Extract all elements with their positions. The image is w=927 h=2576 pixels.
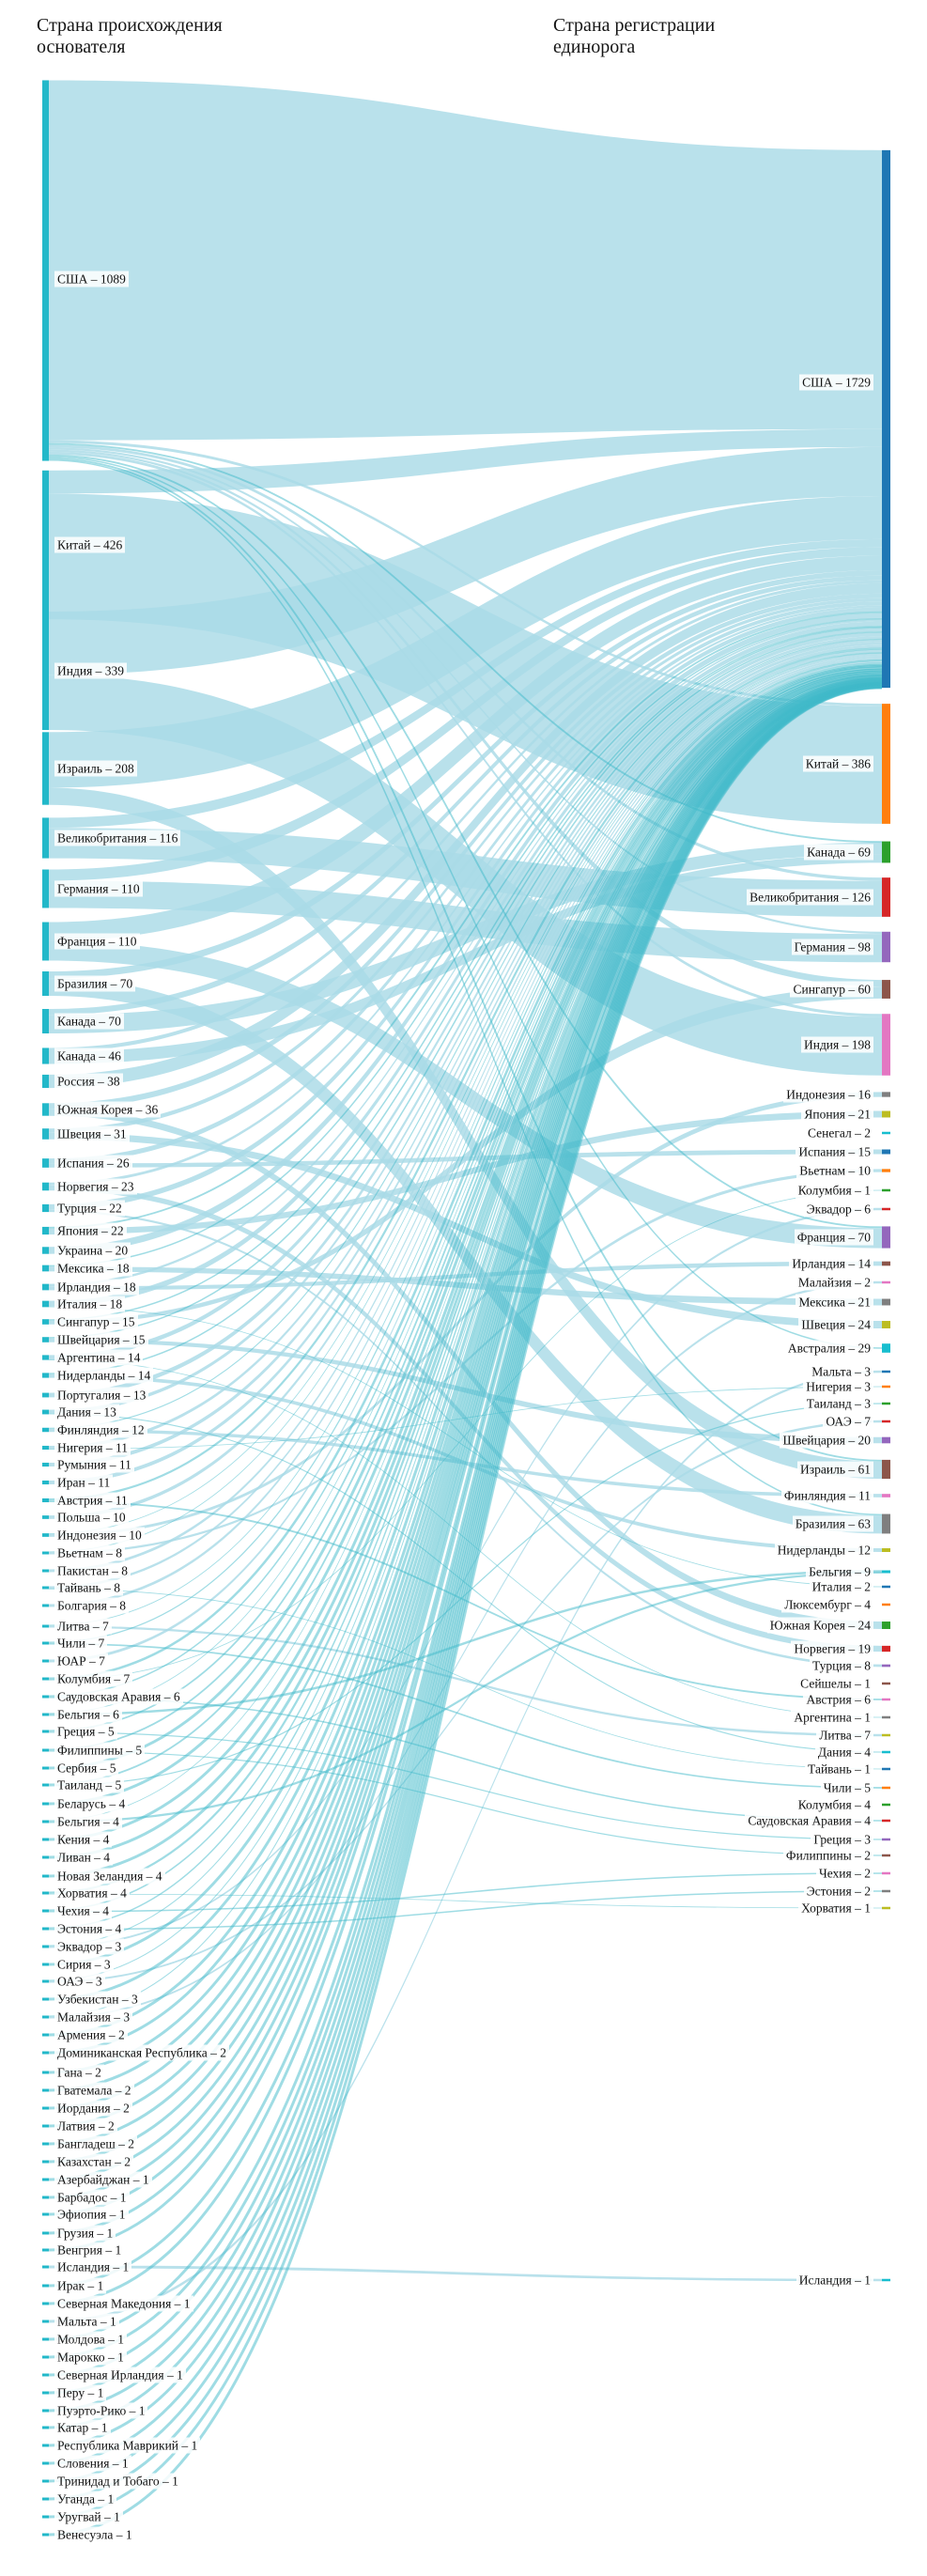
left-node-label: Саудовская Аравия – 6 — [54, 1689, 183, 1705]
left-node-bar — [42, 2427, 49, 2429]
right-node-label: Нигерия – 3 — [803, 1379, 873, 1395]
left-node-label: Испания – 26 — [54, 1156, 132, 1172]
left-node-label: Латвия – 2 — [54, 2118, 117, 2134]
right-node-bar — [882, 1343, 890, 1353]
right-node-bar — [882, 1321, 890, 1328]
sankey-flow-line — [49, 1751, 882, 1855]
left-node-label: Новая Зеландия – 4 — [54, 1869, 165, 1885]
left-node-bar — [42, 2303, 49, 2305]
left-node-bar — [42, 1587, 49, 1590]
left-node-label: Сербия – 5 — [54, 1761, 118, 1777]
right-node-bar — [882, 1189, 890, 1192]
left-node-bar — [42, 1284, 49, 1291]
left-node-bar — [42, 2534, 49, 2537]
right-node-label: Чехия – 2 — [816, 1866, 873, 1882]
right-node-label: Люксембург – 4 — [781, 1597, 873, 1613]
left-node-bar — [42, 1247, 49, 1253]
left-node-label: Украина – 20 — [54, 1243, 131, 1259]
left-node-bar — [42, 2444, 49, 2447]
right-node-label: Ирландия – 14 — [789, 1256, 873, 1272]
right-node-label: Индия – 198 — [801, 1037, 873, 1053]
right-node-bar — [882, 1820, 890, 1823]
right-node-bar — [882, 1907, 890, 1910]
left-node-label: Канада – 46 — [54, 1048, 124, 1064]
right-node-label: Южная Корея – 24 — [767, 1618, 873, 1634]
left-node-bar — [42, 1158, 49, 1168]
left-node-label: Казахстан – 2 — [54, 2154, 133, 2170]
right-node-bar — [882, 1262, 890, 1266]
left-node-bar — [42, 2462, 49, 2465]
left-node-bar — [42, 1337, 49, 1342]
left-node-label: Вьетнам – 8 — [54, 1545, 125, 1561]
left-node-label: Израиль – 208 — [54, 761, 137, 777]
left-node-label: Доминиканская Республика – 2 — [54, 2045, 229, 2061]
left-node-bar — [42, 1047, 49, 1063]
left-node-label: Эквадор – 3 — [54, 1939, 124, 1955]
left-node-bar — [42, 2285, 49, 2288]
left-node-bar — [42, 1128, 49, 1140]
right-node-label: Мальта – 3 — [809, 1364, 873, 1380]
left-node-label: Румыния – 11 — [54, 1457, 134, 1473]
left-node-bar — [42, 1533, 49, 1537]
left-node-bar — [42, 1552, 49, 1555]
left-node-bar — [42, 817, 49, 858]
right-node-bar — [882, 1437, 890, 1444]
left-node-bar — [42, 2016, 49, 2019]
right-node-label: Германия – 98 — [792, 939, 873, 955]
left-node-bar — [42, 1515, 49, 1519]
left-node-label: Беларусь – 4 — [54, 1796, 128, 1812]
left-node-bar — [42, 1355, 49, 1359]
left-node-label: Барбадос – 1 — [54, 2190, 130, 2206]
left-node-label: Мексика – 18 — [54, 1261, 132, 1277]
right-node-bar — [882, 1665, 890, 1668]
left-node-label: Тринидад и Тобаго – 1 — [54, 2474, 181, 2490]
left-node-bar — [42, 1605, 49, 1607]
right-node-label: Великобритания – 126 — [747, 890, 873, 906]
left-node-bar — [42, 1410, 49, 1415]
left-node-label: Гватемала – 2 — [54, 2083, 134, 2099]
left-node-bar — [42, 1183, 49, 1191]
left-node-label: Франция – 110 — [54, 934, 140, 950]
right-node-bar — [882, 1586, 890, 1589]
left-node-bar — [42, 1998, 49, 2001]
left-node-label: Литва – 7 — [54, 1619, 112, 1635]
right-node-bar — [882, 1111, 890, 1118]
left-node-label: Гана – 2 — [54, 2065, 104, 2081]
left-node-bar — [42, 2196, 49, 2199]
right-node-bar — [882, 1622, 890, 1629]
left-node-bar — [42, 1265, 49, 1272]
left-node-bar — [42, 2249, 49, 2252]
right-node-bar — [882, 932, 890, 962]
right-node-label: Колумбия – 4 — [796, 1797, 873, 1813]
left-node-label: Швейцария – 15 — [54, 1332, 148, 1348]
right-node-bar — [882, 1683, 890, 1685]
left-node-bar — [42, 1319, 49, 1325]
left-node-label: Ливан – 4 — [54, 1850, 113, 1866]
right-node-label: ОАЭ – 7 — [823, 1414, 873, 1430]
left-node-label: Малайзия – 3 — [54, 2010, 132, 2025]
left-node-label: Чехия – 4 — [54, 1903, 112, 1919]
right-node-label: Греция – 3 — [811, 1832, 873, 1848]
right-node-bar — [882, 842, 890, 863]
right-node-label: Турция – 8 — [810, 1658, 873, 1674]
right-node-label: Финляндия – 11 — [781, 1488, 873, 1504]
left-node-label: ОАЭ – 3 — [54, 1974, 105, 1990]
right-node-bar — [882, 1494, 890, 1497]
left-node-bar — [42, 2516, 49, 2519]
left-node-bar — [42, 971, 49, 996]
left-node-label: Германия – 110 — [54, 881, 143, 897]
sankey-flow-line — [49, 1732, 882, 1839]
left-node-label: Исландия – 1 — [54, 2259, 131, 2275]
left-node-label: Бангладеш – 2 — [54, 2136, 137, 2152]
left-node-label: Нигерия – 11 — [54, 1440, 131, 1456]
left-node-bar — [42, 2143, 49, 2146]
left-node-bar — [42, 1821, 49, 1823]
right-node-label: Австрия – 6 — [803, 1692, 873, 1708]
left-node-bar — [42, 1767, 49, 1770]
left-node-label: Перу – 1 — [54, 2385, 106, 2401]
left-node-bar — [42, 471, 49, 619]
left-node-bar — [42, 1803, 49, 1806]
right-node-label: Эквадор – 6 — [804, 1202, 873, 1218]
left-node-bar — [42, 1714, 49, 1716]
left-node-bar — [42, 1428, 49, 1432]
left-node-bar — [42, 1946, 49, 1948]
left-node-label: Пуэрто-Рико – 1 — [54, 2403, 147, 2419]
right-node-bar — [882, 1768, 890, 1771]
left-node-label: Норвегия – 23 — [54, 1179, 137, 1195]
left-node-label: Австрия – 11 — [54, 1493, 131, 1509]
right-node-label: Саудовская Аравия – 4 — [745, 1813, 873, 1829]
left-node-bar — [42, 2266, 49, 2269]
left-node-bar — [42, 2034, 49, 2037]
left-node-label: Сингапур – 15 — [54, 1314, 138, 1330]
right-node-bar — [882, 1787, 890, 1790]
right-node-bar — [882, 2279, 890, 2282]
right-node-label: Франция – 70 — [795, 1230, 873, 1246]
left-node-label: Дания – 13 — [54, 1404, 119, 1420]
right-node-label: Хорватия – 1 — [798, 1901, 873, 1916]
right-node-bar — [882, 1604, 890, 1606]
left-node-label: Болгария – 8 — [54, 1598, 129, 1614]
right-node-bar — [882, 1854, 890, 1857]
left-node-bar — [42, 1660, 49, 1663]
left-node-bar — [42, 1980, 49, 1983]
right-node-label: Чили – 5 — [821, 1780, 873, 1796]
right-node-label: Бельгия – 9 — [806, 1564, 873, 1580]
left-node-bar — [42, 2498, 49, 2501]
right-node-bar — [882, 1403, 890, 1405]
left-node-bar — [42, 2089, 49, 2092]
sankey-flow — [49, 80, 882, 440]
left-node-label: Италия – 18 — [54, 1296, 125, 1312]
right-node-bar — [882, 1890, 890, 1893]
left-node-label: Иран – 11 — [54, 1475, 113, 1491]
right-node-label: Эстония – 2 — [804, 1884, 873, 1900]
left-node-bar — [42, 1009, 49, 1033]
left-node-bar — [42, 1446, 49, 1450]
left-node-label: Эстония – 4 — [54, 1921, 124, 1937]
left-node-bar — [42, 1301, 49, 1308]
left-node-bar — [42, 2179, 49, 2181]
left-node-label: Россия – 38 — [54, 1074, 123, 1090]
right-node-bar — [882, 1571, 890, 1574]
right-node-label: Колумбия – 1 — [796, 1183, 873, 1199]
right-node-bar — [882, 877, 890, 917]
left-node-bar — [42, 1103, 49, 1115]
left-node-label: Северная Ирландия – 1 — [54, 2367, 186, 2383]
right-node-label: Тайвань – 1 — [805, 1761, 873, 1777]
left-node-bar — [42, 1204, 49, 1212]
left-node-bar — [42, 2161, 49, 2164]
right-node-label: Литва – 7 — [816, 1728, 873, 1744]
left-node-label: Эфиопия – 1 — [54, 2207, 129, 2223]
left-node-bar — [42, 1678, 49, 1681]
right-node-label: Израиль – 61 — [797, 1462, 873, 1478]
right-node-bar — [882, 1839, 890, 1841]
right-node-label: Исландия – 1 — [796, 2273, 873, 2289]
left-node-label: Иордания – 2 — [54, 2101, 132, 2117]
left-node-label: Молдова – 1 — [54, 2332, 127, 2348]
left-node-label: Нидерланды – 14 — [54, 1368, 153, 1384]
right-node-label: Испания – 15 — [796, 1144, 873, 1160]
left-node-bar — [42, 1784, 49, 1787]
left-node-label: Венгрия – 1 — [54, 2242, 124, 2258]
sankey-flow-line — [49, 1894, 882, 1908]
right-node-bar — [882, 1460, 890, 1479]
left-node-bar — [42, 1963, 49, 1966]
right-node-bar — [882, 1646, 890, 1652]
left-node-label: Ирландия – 18 — [54, 1280, 139, 1296]
left-node-label: Япония – 22 — [54, 1223, 127, 1239]
right-node-bar — [882, 1014, 890, 1076]
left-node-bar — [42, 1875, 49, 1878]
left-node-bar — [42, 2410, 49, 2413]
right-node-label: Вьетнам – 10 — [796, 1163, 873, 1179]
left-node-label: Венесуэла – 1 — [54, 2527, 135, 2543]
left-node-bar — [42, 2125, 49, 2128]
right-node-bar — [882, 1169, 890, 1172]
left-node-label: Колумбия – 7 — [54, 1671, 132, 1687]
left-node-label: Пакистан – 8 — [54, 1563, 131, 1579]
right-node-label: Канада – 69 — [804, 845, 873, 861]
right-node-label: Сенегал – 2 — [805, 1125, 873, 1141]
right-node-label: Швеция – 24 — [798, 1317, 873, 1333]
right-node-bar — [882, 1208, 890, 1211]
left-node-label: Грузия – 1 — [54, 2226, 116, 2242]
right-node-label: Дания – 4 — [815, 1745, 873, 1761]
left-node-label: Китай – 426 — [54, 537, 125, 553]
left-node-bar — [42, 1498, 49, 1502]
left-node-bar — [42, 2374, 49, 2377]
right-node-label: Сейшелы – 1 — [797, 1676, 873, 1692]
left-node-label: Индонезия – 10 — [54, 1528, 145, 1544]
left-node-label: Бельгия – 6 — [54, 1707, 122, 1723]
right-node-bar — [882, 1226, 890, 1248]
right-node-label: Швейцария – 20 — [780, 1433, 873, 1449]
left-node-label: Узбекистан – 3 — [54, 1992, 141, 2008]
left-node-bar — [42, 1892, 49, 1895]
right-node-bar — [882, 1751, 890, 1754]
right-column-title: Страна регистрации единорога — [553, 15, 716, 57]
left-node-bar — [42, 1928, 49, 1931]
left-node-bar — [42, 1839, 49, 1841]
right-node-bar — [882, 150, 890, 688]
left-node-bar — [42, 1625, 49, 1628]
left-node-bar — [42, 2392, 49, 2395]
left-node-label: Республика Маврикий – 1 — [54, 2438, 200, 2454]
left-node-label: Бразилия – 70 — [54, 976, 135, 992]
right-node-bar — [882, 980, 890, 999]
left-node-label: Марокко – 1 — [54, 2350, 127, 2366]
right-node-bar — [882, 1281, 890, 1284]
left-node-bar — [42, 2480, 49, 2483]
left-node-bar — [42, 1749, 49, 1752]
left-node-label: Португалия – 13 — [54, 1388, 148, 1404]
right-node-bar — [882, 1716, 890, 1719]
right-node-bar — [882, 1092, 890, 1096]
left-node-label: Словения – 1 — [54, 2456, 131, 2472]
left-node-label: Хорватия – 4 — [54, 1885, 130, 1901]
right-node-label: Таиланд – 3 — [804, 1396, 873, 1412]
left-node-label: Тайвань – 8 — [54, 1580, 123, 1596]
right-node-bar — [882, 1150, 890, 1155]
right-node-label: Китай – 386 — [803, 756, 873, 772]
right-node-label: Япония – 21 — [801, 1107, 873, 1123]
left-node-label: Ирак – 1 — [54, 2278, 106, 2294]
left-node-bar — [42, 1856, 49, 1859]
right-node-label: Индонезия – 16 — [783, 1087, 873, 1103]
right-node-label: Австралия – 29 — [785, 1341, 873, 1357]
right-node-bar — [882, 1699, 890, 1701]
right-node-label: Норвегия – 19 — [791, 1641, 873, 1657]
left-node-label: Катар – 1 — [54, 2420, 111, 2436]
right-node-bar — [882, 1804, 890, 1807]
right-node-label: Малайзия – 2 — [796, 1275, 873, 1291]
left-column-title: Страна происхождения основателя — [37, 15, 223, 57]
left-node-label: Мальта – 1 — [54, 2314, 119, 2330]
left-node-label: Бельгия – 4 — [54, 1814, 122, 1830]
right-node-label: Италия – 2 — [810, 1579, 873, 1595]
left-node-bar — [42, 2338, 49, 2341]
right-node-label: Нидерланды – 12 — [775, 1543, 873, 1559]
left-node-label: Чили – 7 — [54, 1636, 107, 1652]
left-node-bar — [42, 612, 49, 730]
left-node-label: Северная Македония – 1 — [54, 2296, 193, 2312]
right-node-label: Филиппины – 2 — [783, 1848, 873, 1864]
right-node-label: Бразилия – 63 — [793, 1516, 873, 1532]
left-node-bar — [42, 2107, 49, 2110]
right-node-label: США – 1729 — [799, 375, 873, 391]
sankey-flow — [49, 2266, 882, 2282]
left-node-label: Таиланд – 5 — [54, 1777, 124, 1793]
left-node-bar — [42, 1227, 49, 1234]
left-node-bar — [42, 1730, 49, 1733]
right-node-label: Мексика – 21 — [796, 1295, 873, 1311]
left-node-label: Аргентина – 14 — [54, 1350, 143, 1366]
right-node-label: Сингапур – 60 — [790, 982, 873, 998]
left-node-bar — [42, 2052, 49, 2055]
left-node-bar — [42, 923, 49, 961]
left-node-bar — [42, 2072, 49, 2074]
left-node-label: Филиппины – 5 — [54, 1743, 145, 1759]
left-node-label: Великобритания – 116 — [54, 830, 180, 846]
left-node-label: Канада – 70 — [54, 1014, 124, 1030]
left-node-label: Южная Корея – 36 — [54, 1102, 161, 1118]
right-node-bar — [882, 1734, 890, 1737]
left-node-label: Турция – 22 — [54, 1201, 125, 1217]
left-node-label: Сирия – 3 — [54, 1957, 114, 1973]
right-node-bar — [882, 1371, 890, 1373]
left-node-label: Азербайджан – 1 — [54, 2172, 152, 2188]
left-node-bar — [42, 1463, 49, 1466]
left-node-label: Уганда – 1 — [54, 2491, 116, 2507]
left-node-bar — [42, 2213, 49, 2216]
left-node-bar — [42, 1481, 49, 1484]
left-node-label: Польша – 10 — [54, 1510, 129, 1526]
left-node-label: Уругвай – 1 — [54, 2509, 123, 2525]
left-node-bar — [42, 732, 49, 804]
left-node-label: Кения – 4 — [54, 1832, 112, 1848]
left-node-label: Индия – 339 — [54, 663, 127, 679]
left-node-bar — [42, 1393, 49, 1398]
left-node-label: США – 1089 — [54, 272, 129, 287]
left-node-label: Швеция – 31 — [54, 1126, 130, 1142]
left-node-bar — [42, 2356, 49, 2359]
right-node-bar — [882, 704, 890, 824]
right-node-bar — [882, 1299, 890, 1306]
right-node-bar — [882, 1132, 890, 1135]
left-node-bar — [42, 1373, 49, 1377]
right-node-bar — [882, 1420, 890, 1423]
left-node-label: Армения – 2 — [54, 2027, 128, 2043]
left-node-label: Греция – 5 — [54, 1724, 117, 1740]
left-node-label: Финляндия – 12 — [54, 1422, 147, 1438]
left-node-bar — [42, 1696, 49, 1699]
left-node-bar — [42, 1075, 49, 1088]
left-node-bar — [42, 80, 49, 460]
left-node-bar — [42, 870, 49, 908]
left-node-bar — [42, 1642, 49, 1645]
left-node-label: ЮАР – 7 — [54, 1653, 108, 1669]
right-node-bar — [882, 1548, 890, 1552]
right-node-bar — [882, 1386, 890, 1389]
left-node-bar — [42, 1570, 49, 1573]
left-node-bar — [42, 2232, 49, 2235]
left-node-bar — [42, 2320, 49, 2323]
right-node-bar — [882, 1514, 890, 1534]
right-node-label: Аргентина – 1 — [791, 1710, 873, 1726]
left-node-bar — [42, 1910, 49, 1913]
right-node-bar — [882, 1872, 890, 1875]
